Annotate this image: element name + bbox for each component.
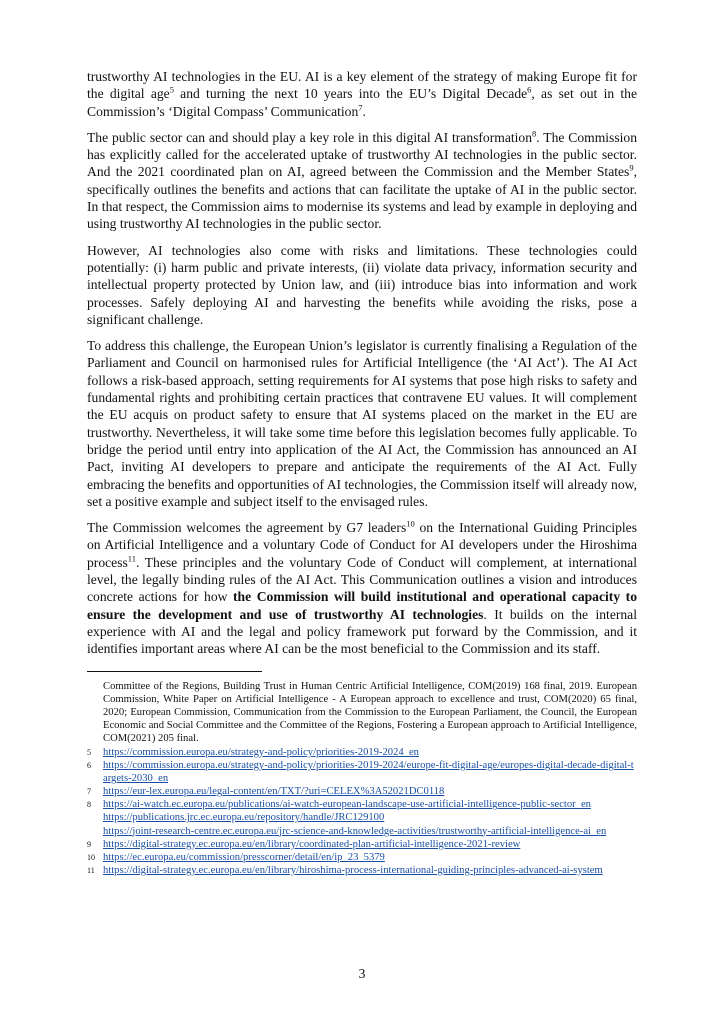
text-run: . The Commission has explicitly called for the accelerated uptake of trustworthy AI technologies in the public sector. And the 2021 coordinated plan on AI, agreed between the Commission and the Member States [87,129,637,180]
footnote-link[interactable]: https://commission.europa.eu/strategy-and-policy/priorities-2019-2024/europe-fit-digital-age/europes-digital-decade-digital-targets-2030_en [103,760,634,785]
text-run: . It builds on the internal experience with AI and the legal and policy framework put forward by the Commission, and it identifies important areas where AI can be the most beneficial to the Commission and its staff. [87,606,637,657]
footnotes [87,680,637,877]
footnote-number: 8 [87,800,91,810]
document-page [87,68,637,877]
footnote-number: 9 [87,839,91,849]
bold-text: the Commission will build institutional and operational capacity to ensure the development and use of trustworthy AI technologies [87,589,637,622]
paragraph-4: To address this challenge, the European Union’s legislator is currently finalising a Regulation of the Parliament and Council on harmonised rules for Artificial Intelligence (the ‘AI Act’). The AI Act follows a risk-based approach, setting requirements for AI systems that pose high risks to safety and fundamental rights and prohibiting certain practices that contravene EU values. It will complement the EU acquis on product safety to ensure that AI systems placed on the market in the EU are trustworthy. Nevertheless, it will take some time before this legislation becomes fully applicable. To bridge the period until entry into application of the AI Act, the Commission has announced an AI Pact, inviting AI developers to prepare and anticipate the requirements of the AI Act. Fully embracing the benefits and opportunities of AI technologies, the Commission itself will already now, set a positive example and subject itself to the envisaged rules. [87,338,637,509]
footnote-number: 7 [87,787,91,797]
footnote-ref-10[interactable]: 10 [406,518,415,529]
footnote-link[interactable]: https://ec.europa.eu/commission/presscorner/detail/en/ip_23_5379 [103,851,385,863]
page-number: 3 [358,966,366,981]
footnote-link[interactable]: https://ai-watch.ec.europa.eu/publications/ai-watch-european-landscape-use-artificial-intelligence-public-sector_en [103,799,591,811]
footnote-10 [87,851,637,864]
footnote-6 [87,759,637,785]
footnote-number: 5 [87,747,91,757]
footnote-7 [87,785,637,798]
footnote-ref-5[interactable]: 5 [169,84,174,95]
footnote-link[interactable]: https://digital-strategy.ec.europa.eu/en/library/hiroshima-process-international-guiding-principles-advanced-ai-system [103,864,603,876]
text-run: , as set out in the Commission’s ‘Digital Compass’ Communication [87,86,637,119]
text-run: . [362,103,366,119]
text-run: The Commission welcomes the agreement by G7 leaders [87,520,407,536]
text-run: The public sector can and should play a key role in this digital AI transformation [87,129,533,145]
footnote-link[interactable]: https://publications.jrc.ec.europa.eu/repository/handle/JRC129100 [103,812,385,824]
footnote-ref-7[interactable]: 7 [358,102,363,113]
footnote-link[interactable]: https://digital-strategy.ec.europa.eu/en/library/coordinated-plan-artificial-intelligence-2021-review [103,838,521,850]
footnote-continuation: Committee of the Regions, Building Trust in Human Centric Artificial Intelligence, COM(2019) 168 final, 2019. European Commission, White Paper on Artificial Intelligence - A European approach to excellence and trust, COM(2020) 65 final, 2020; European Commission, Communication from the Commission to the European Parliament, the Council, the European Economic and Social Committee and the Committee of the Regions, Fostering a European approach to Artificial Intelligence, COM(2021) 205 final. [103,680,637,744]
text-run: on the International Guiding Principles on Artificial Intelligence and a voluntary Code of Conduct for AI developers under the Hiroshima process [87,520,637,570]
footnote-link[interactable]: https://eur-lex.europa.eu/legal-content/en/TXT/?uri=CELEX%3A52021DC0118 [103,786,445,798]
text-run: trustworthy AI technologies in the EU. AI is a key element of the strategy of making Europe fit for the digital age [87,69,637,102]
paragraph-5 [87,519,637,657]
paragraph-3: However, AI technologies also come with risks and limitations. These technologies could potentially: (i) harm public and private interests, (ii) violate data privacy, information security and intellectual property protected by Union law, and (iii) introduce bias into information and work processes. Safely deploying AI and harvesting the benefits while avoiding the risks, pose a significant challenge. [87,242,637,327]
footnote-link[interactable]: https://commission.europa.eu/strategy-and-policy/priorities-2019-2024_en [103,746,419,758]
footnote-link[interactable]: https://joint-research-centre.ec.europa.eu/jrc-science-and-knowledge-activities/trustworthy-artificial-intelligence-ai_en [103,825,607,837]
text-run: . These principles and the voluntary Code of Conduct will complement, at international level, the legally binding rules of the AI Act. This Communication outlines a vision and introduces concrete actions for how [87,554,637,605]
footnote-8 [87,798,637,837]
footnote-ref-8[interactable]: 8 [532,128,537,139]
paragraph-1 [87,68,637,120]
footnote-5 [87,746,637,759]
footnote-9 [87,838,637,851]
footnote-number: 11 [87,865,95,875]
footnote-number: 6 [87,761,91,771]
footnote-ref-9[interactable]: 9 [629,162,634,173]
text-run: , specifically outlines the benefits and actions that can facilitate the uptake of AI in the public sector. In that respect, the Commission aims to modernise its systems and lead by example in deploying and using trustworthy AI technologies in the public sector. [87,164,637,232]
text-run: and turning the next 10 years into the EU’s Digital Decade [173,86,528,102]
footnote-ref-11[interactable]: 11 [127,553,136,564]
footnote-number: 10 [87,852,95,862]
footnote-ref-6[interactable]: 6 [527,84,532,95]
footnote-11 [87,864,637,877]
footnote-separator [87,671,262,672]
paragraph-2 [87,129,637,233]
